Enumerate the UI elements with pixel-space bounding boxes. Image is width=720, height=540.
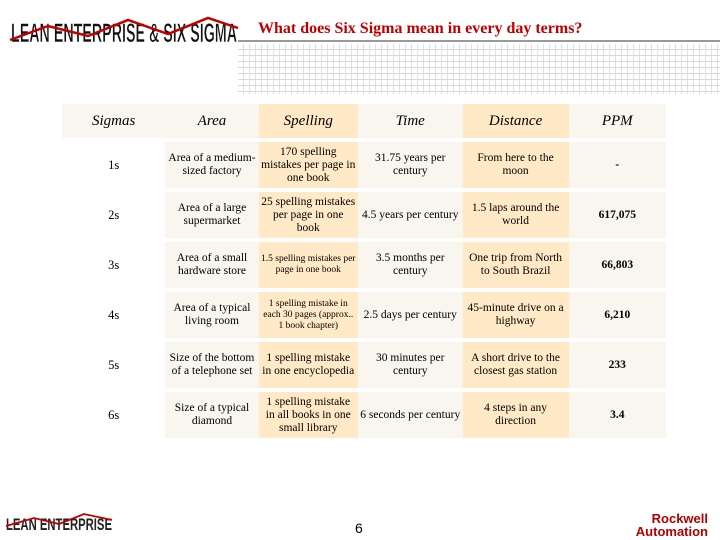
distance-cell: 45-minute drive on a highway: [463, 292, 569, 338]
spelling-cell: 170 spelling mistakes per page in one book: [259, 142, 358, 188]
svg-text:LEAN ENTERPRISE: LEAN ENTERPRISE: [6, 515, 112, 534]
ppm-cell: 617,075: [569, 192, 666, 238]
column-header-area: Area: [165, 104, 258, 138]
distance-cell: 1.5 laps around the world: [463, 192, 569, 238]
ppm-cell: -: [569, 142, 666, 188]
table-row: [62, 292, 666, 338]
ppm-cell: 66,803: [569, 242, 666, 288]
column-header-spelling: Spelling: [259, 104, 358, 138]
six-sigma-table: [62, 100, 666, 442]
spelling-cell: 1.5 spelling mistakes per page in one book: [259, 242, 358, 288]
column-header-ppm: PPM: [569, 104, 666, 138]
distance-cell: One trip from North to South Brazil: [463, 242, 569, 288]
lean-six-sigma-logo: [8, 10, 240, 50]
column-header-distance: Distance: [463, 104, 569, 138]
brand-line-automation: Automation: [635, 524, 708, 539]
distance-cell: 4 steps in any direction: [463, 392, 569, 438]
header-grid-pattern: [238, 44, 720, 94]
time-cell: 31.75 years per century: [358, 142, 463, 188]
sigma-cell: 3s: [62, 242, 165, 288]
area-cell: Area of a large supermarket: [165, 192, 258, 238]
table-row: [62, 192, 666, 238]
spelling-cell: 1 spelling mistake in one encyclopedia: [259, 342, 358, 388]
time-cell: 2.5 days per century: [358, 292, 463, 338]
sigma-cell: 5s: [62, 342, 165, 388]
column-header-time: Time: [358, 104, 463, 138]
area-cell: Area of a typical living room: [165, 292, 258, 338]
spelling-cell: 25 spelling mistakes per page in one book: [259, 192, 358, 238]
table-row: [62, 392, 666, 438]
sigma-cell: 6s: [62, 392, 165, 438]
column-header-sigmas: Sigmas: [62, 104, 165, 138]
area-cell: Area of a small hardware store: [165, 242, 258, 288]
area-cell: Size of the bottom of a telephone set: [165, 342, 258, 388]
ppm-cell: 6,210: [569, 292, 666, 338]
svg-text:LEAN ENTERPRISE & SIX SIGMA: LEAN ENTERPRISE & SIX SIGMA: [11, 18, 237, 48]
brand-line-rockwell: Rockwell: [651, 511, 708, 526]
table-row: [62, 242, 666, 288]
page-number: 6: [355, 520, 363, 536]
ppm-cell: 3.4: [569, 392, 666, 438]
rockwell-automation-logo: [636, 512, 708, 538]
distance-cell: From here to the moon: [463, 142, 569, 188]
table-header-row: [62, 104, 666, 138]
time-cell: 6 seconds per century: [358, 392, 463, 438]
lean-enterprise-logo: [4, 508, 116, 536]
header-rule: [238, 40, 720, 42]
time-cell: 4.5 years per century: [358, 192, 463, 238]
time-cell: 3.5 months per century: [358, 242, 463, 288]
sigma-cell: 1s: [62, 142, 165, 188]
sigma-cell: 4s: [62, 292, 165, 338]
distance-cell: A short drive to the closest gas station: [463, 342, 569, 388]
ppm-cell: 233: [569, 342, 666, 388]
table-row: [62, 342, 666, 388]
spelling-cell: 1 spelling mistake in all books in one small library: [259, 392, 358, 438]
page-title: What does Six Sigma mean in every day terms?: [258, 20, 583, 37]
table-row: [62, 142, 666, 188]
area-cell: Size of a typical diamond: [165, 392, 258, 438]
sigma-cell: 2s: [62, 192, 165, 238]
spelling-cell: 1 spelling mistake in each 30 pages (approx.. 1 book chapter): [259, 292, 358, 338]
time-cell: 30 minutes per century: [358, 342, 463, 388]
area-cell: Area of a medium-sized factory: [165, 142, 258, 188]
